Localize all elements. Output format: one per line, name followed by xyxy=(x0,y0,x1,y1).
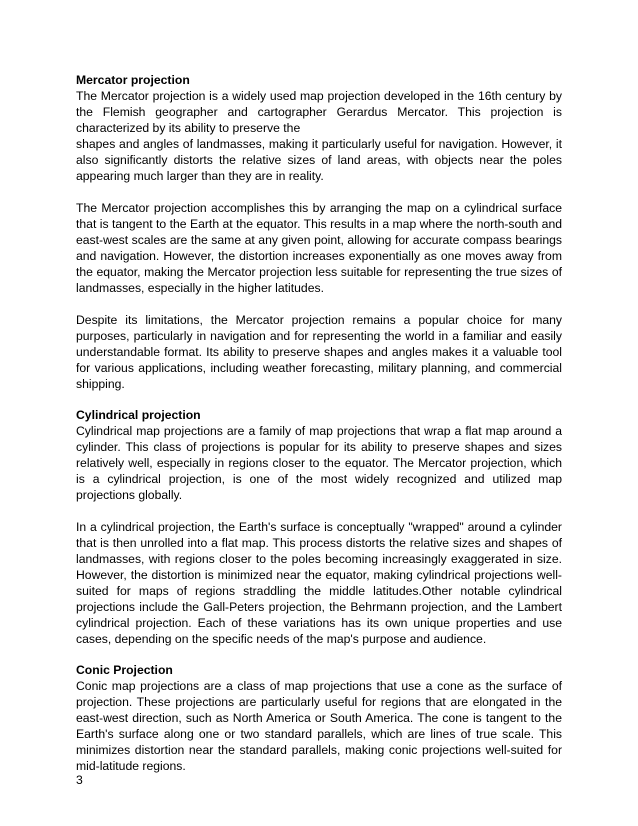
document-page xyxy=(76,72,562,774)
paragraph-gap xyxy=(76,184,562,200)
section-gap xyxy=(76,647,562,662)
section-heading-cylindrical: Cylindrical projection xyxy=(76,408,201,422)
paragraph: Conic map projections are a class of map projections that use a cone as the surface of projection. These projections are particularly useful for regions that are elongated in the east-west direction, such as North America or South America. The cone is tangent to the Earth's surface along one or two standard parallels, which are lines of true scale. This minimizes distortion near the standard parallels, making conic projections well-suited for mid-latitude regions. xyxy=(76,679,562,773)
paragraph: In a cylindrical projection, the Earth's surface is conceptually "wrapped" around a cylinder that is then unrolled into a flat map. This process distorts the relative sizes and shapes of landmasses, with regions closer to the poles becoming increasingly exaggerated in size. However, the distortion is minimized near the equator, making cylindrical projections well-suited for maps of regions straddling the middle latitudes.Other notable cylindrical projections include the Gall-Peters projection, the Behrmann projection, and the Lambert cylindrical projection. Each of these variations has its own unique properties and use cases, depending on the specific needs of the map's purpose and audience. xyxy=(76,520,562,646)
paragraph: Despite its limitations, the Mercator projection remains a popular choice for many purposes, particularly in navigation and for representing the world in a familiar and easily understandable format. Its ability to preserve shapes and angles makes it a valuable tool for various applications, including weather forecasting, military planning, and commercial shipping. xyxy=(76,313,562,391)
section-heading-conic: Conic Projection xyxy=(76,663,173,677)
section-gap xyxy=(76,392,562,407)
paragraph-gap xyxy=(76,503,562,519)
paragraph: Cylindrical map projections are a family of map projections that wrap a flat map around a cylinder. This class of projections is popular for its ability to preserve shapes and sizes relatively well, especially in regions closer to the equator. The Mercator projection, which is a cylindrical projection, is one of the most widely recognized and utilized map projections globally. xyxy=(76,424,562,502)
section-heading-mercator: Mercator projection xyxy=(76,73,190,87)
paragraph-gap xyxy=(76,296,562,312)
paragraph: The Mercator projection is a widely used map projection developed in the 16th century by the Flemish geographer and cartographer Gerardus Mercator. This projection is characterized by its ability to preserve the xyxy=(76,89,562,135)
page-number: 3 xyxy=(76,773,83,787)
paragraph: The Mercator projection accomplishes this by arranging the map on a cylindrical surface that is tangent to the Earth at the equator. This results in a map where the north-south and east-west scales are the same at any given point, allowing for accurate compass bearings and navigation. However, the distortion increases exponentially as one moves away from the equator, making the Mercator projection less suitable for representing the true sizes of landmasses, especially in the higher latitudes. xyxy=(76,201,562,295)
paragraph: shapes and angles of landmasses, making it particularly useful for navigation. However, it also significantly distorts the relative sizes of land areas, with objects near the poles appearing much larger than they are in reality. xyxy=(76,137,562,183)
